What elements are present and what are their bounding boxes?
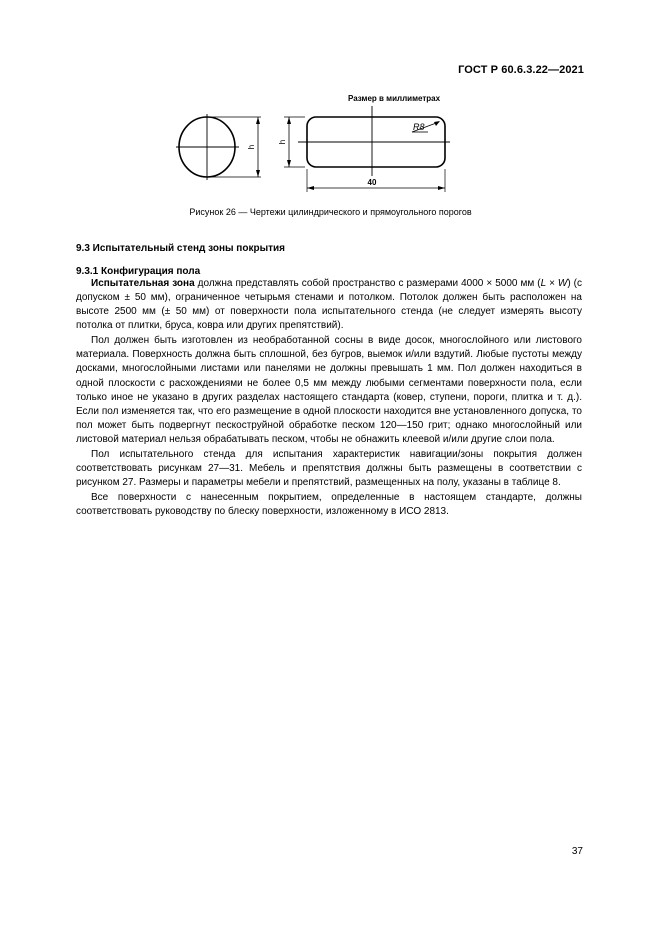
paragraph-1 [76,277,582,334]
figure-caption: Рисунок 26 — Чертежи цилиндрического и прямоугольного порогов [189,207,472,217]
cylinder-height-label: h [247,144,256,150]
arrow-right-icon [438,186,445,190]
arrow-left-icon [307,186,314,190]
threshold-drawings [150,92,470,202]
rectangle-height-label: h [278,139,287,145]
paragraph-1-text-a: должна представлять собой пространство с размерами 4000 × 5000 мм ( [194,278,541,289]
arrow-radius-icon [434,121,440,126]
arrow-down-icon [287,160,291,167]
paragraph-1-text-b: ) (с допуском ± 50 мм), ограниченное четырьмя стенами и потолком. Потолок должен быть расположен на высоте 2500 мм (± 50 мм) от поверхности пола испытательного стенда (не следует измерять высоту потолка от плитки, бруса, ковра или других препятствий). [76,278,582,332]
document-header: ГОСТ Р 60.6.3.22—2021 [458,64,584,76]
paragraph-4: Все поверхности с нанесенным покрытием, определенные в настоящем стандарте, должны соответствовать руководству по блеску поверхности, изложенному в ИСО 2813. [76,491,582,517]
term-test-zone: Испытательная зона [91,278,195,289]
subsection-heading: 9.3.1 Конфигурация пола [76,266,201,277]
radius-label: R8 [413,122,425,132]
paragraph-2: Пол должен быть изготовлен из необработанной сосны в виде досок, многослойного или листового материала. Поверхность должна быть сплошной, без бугров, выемок и/или вздутий. Любые пустоты между досками, многослойными листами или панелями не должны превышать 1 мм. Пол должен находиться в одной плоскости с расхождениями не более 0,5 мм между любыми сегментами поверхности пола, если только иное не указано в других разделах настоящего стандарта (ковер, ступени, пороги, плитка и т. д.). Если пол изменяется так, что его размещение в одной плоскости находится вне установленного допуска, то пол может быть подвергнут пескоструйной обработке песком 120—150 грит; однако многослойный или листовой материал нельзя обрабатывать песком, чтобы не обнажить клеевой и/или другие слои пола. [76,335,582,446]
figure-units-note: Размер в миллиметрах [348,94,441,103]
body-text [76,277,582,519]
dimension-symbols: L × W [540,278,568,289]
width-label: 40 [367,178,377,187]
section-heading: 9.3 Испытательный стенд зоны покрытия [76,243,285,254]
paragraph-3: Пол испытательного стенда для испытания характеристик навигации/зоны покрытия должен соответствовать рисункам 27—31. Мебель и препятствия должны быть размещены в соответствии с рисунком 27. Размеры и параметры мебели и препятствий, размещенных на полу, указаны в таблице 8. [76,448,582,489]
page-number: 37 [571,846,583,857]
arrow-up-icon [287,117,291,124]
arrow-up-icon [256,117,260,124]
arrow-down-icon [256,170,260,177]
